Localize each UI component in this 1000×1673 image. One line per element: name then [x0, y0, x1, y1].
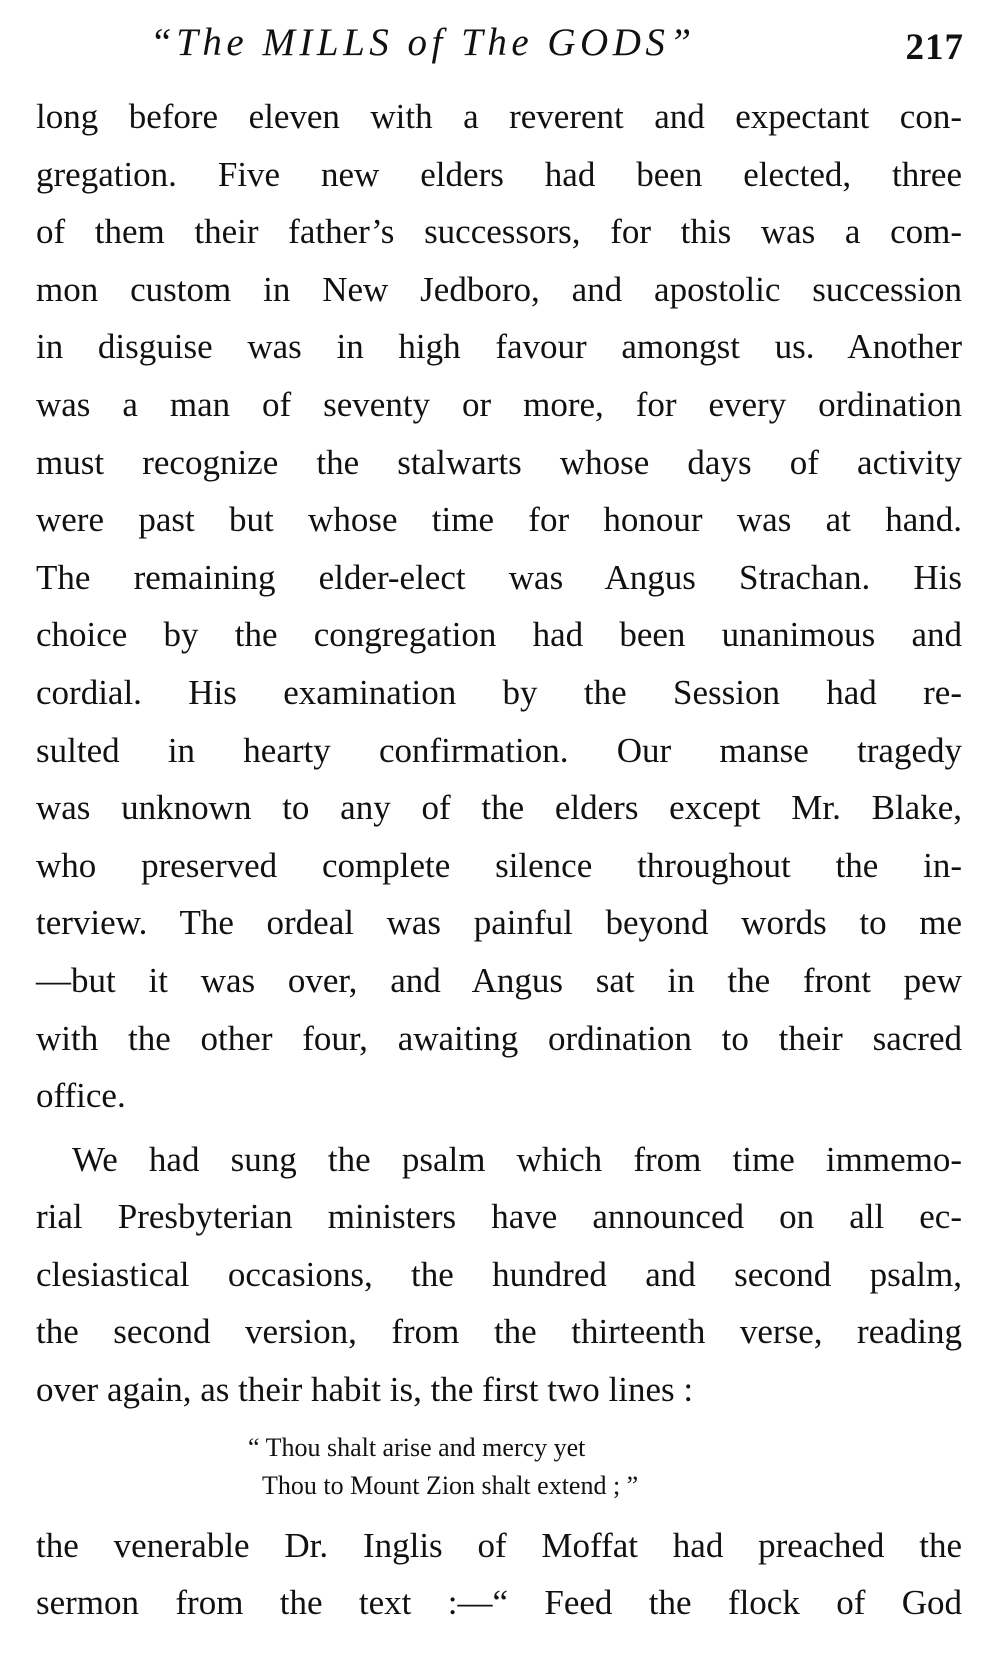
text-line: gregation. Five new elders had been elected, three	[36, 154, 962, 194]
text-line: who preserved complete silence throughout the in-	[36, 845, 962, 885]
running-head	[0, 14, 1000, 84]
paragraph-1	[36, 88, 962, 1125]
text-line: —but it was over, and Angus sat in the front pew	[36, 960, 962, 1000]
text-line: were past but whose time for honour was at hand.	[36, 500, 962, 540]
text-line: with the other four, awaiting ordination to their sacred	[36, 1018, 962, 1058]
text-line: mon custom in New Jedboro, and apostolic succession	[36, 269, 962, 309]
text-line: over again, as their habit is, the first two lines :	[36, 1370, 694, 1410]
text-line: cordial. His examination by the Session had re-	[36, 672, 962, 712]
text-line: rial Presbyterian ministers have announced on all ec-	[36, 1197, 962, 1237]
body-text	[36, 88, 962, 1632]
text-line: office.	[36, 1076, 126, 1116]
quote-line: Thou to Mount Zion shalt extend ; ”	[262, 1470, 639, 1500]
paragraph-2	[36, 1131, 962, 1419]
page-number: 217	[905, 27, 964, 68]
running-title: “The MILLS of The GODS”	[150, 21, 696, 64]
text-line: was a man of seventy or more, for every ordination	[36, 384, 962, 424]
text-line: choice by the congregation had been unanimous and	[36, 615, 962, 655]
text-line: sermon from the text :—“ Feed the flock of God	[36, 1583, 962, 1623]
quote-line: “ Thou shalt arise and mercy yet	[248, 1432, 586, 1462]
psalm-quote	[36, 1429, 962, 1505]
text-line: The remaining elder-elect was Angus Strachan. His	[36, 557, 962, 597]
text-line: must recognize the stalwarts whose days of activity	[36, 442, 962, 482]
text-line: clesiastical occasions, the hundred and second psalm,	[36, 1254, 962, 1294]
text-line: We had sung the psalm which from time immemo-	[72, 1139, 962, 1179]
paragraph-3	[36, 1517, 962, 1632]
text-line: of them their father’s successors, for this was a com-	[36, 212, 962, 252]
text-line: terview. The ordeal was painful beyond words to me	[36, 903, 962, 943]
text-line: in disguise was in high favour amongst us. Another	[36, 327, 962, 367]
text-line: was unknown to any of the elders except Mr. Blake,	[36, 788, 962, 828]
text-line: sulted in hearty confirmation. Our manse tragedy	[36, 730, 962, 770]
text-line: the venerable Dr. Inglis of Moffat had preached the	[36, 1525, 962, 1565]
text-line: the second version, from the thirteenth verse, reading	[36, 1312, 962, 1352]
text-line: long before eleven with a reverent and expectant con-	[36, 97, 962, 136]
